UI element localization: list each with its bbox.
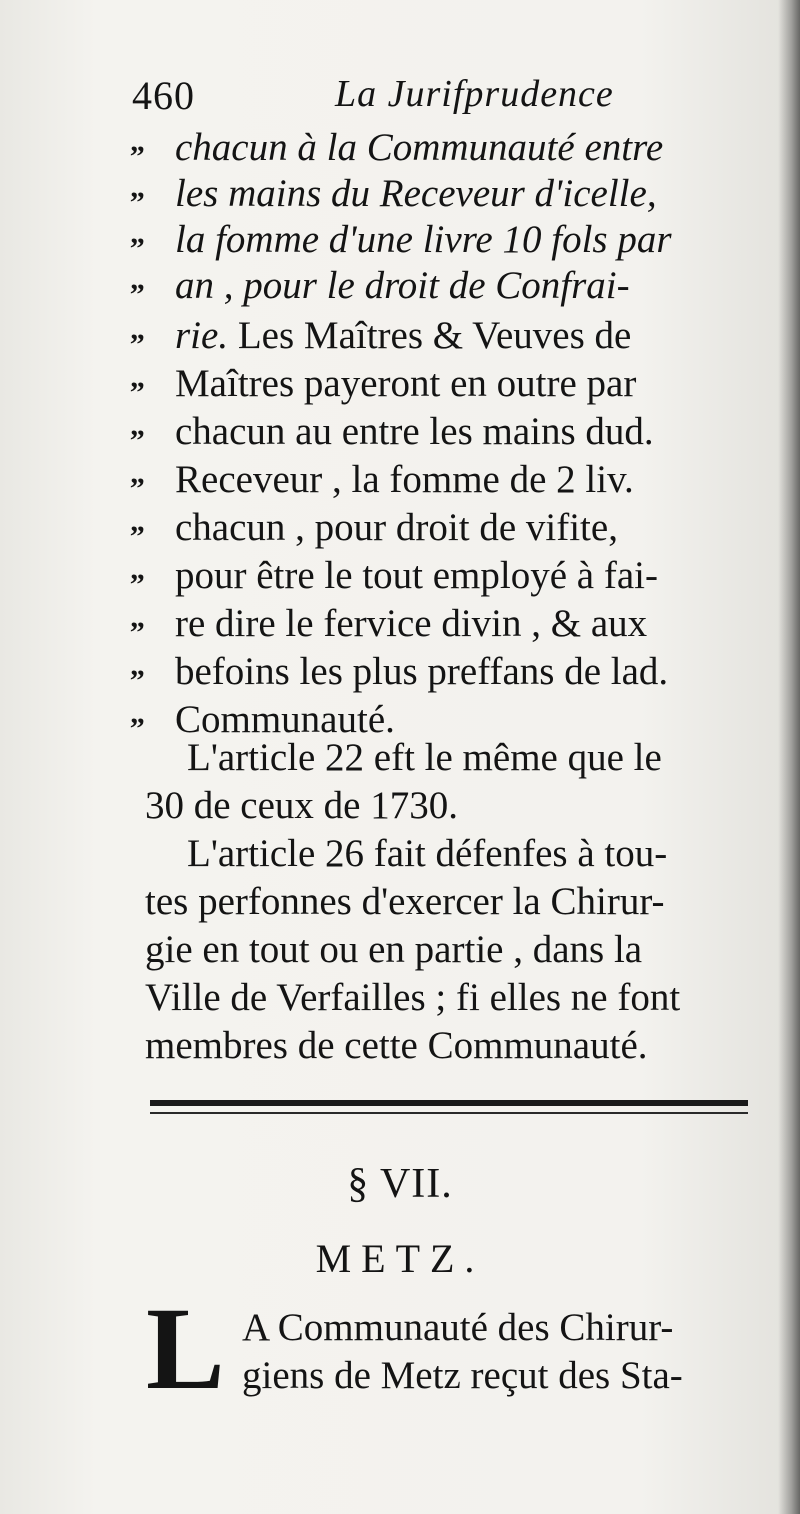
drop-cap: L	[146, 1283, 225, 1414]
paragraph-line: giens de Metz reçut des Sta-	[242, 1354, 683, 1397]
running-head: La Jurifprudence	[335, 73, 614, 115]
place-heading: METZ.	[315, 1236, 485, 1281]
paragraph-line: 30 de ceux de 1730.	[145, 784, 458, 827]
paragraph-line: tes perfonnes d'exercer la Chirur-	[145, 880, 665, 923]
paragraph-line: A Communauté des Chirur-	[242, 1306, 674, 1349]
paragraph-line: Ville de Verfailles ; fi elles ne font	[145, 976, 681, 1019]
page-edge-shadow	[778, 0, 800, 1514]
book-page: 460 La Jurifprudence „ chacun à la Communauté entre „ les mains du Receveur d'icelle, „ la fomme d'une livre 10 fols par „ an , pour le droit de Confrai- „ rie. Les Maîtres & Veuves de „ Maîtres payeront en outre par „ chacun au entre les mains dud. „ Receveur , la fomme de 2 liv. „ chacun , pour droit de vifite, „ pour être le tout employé à fai- „ re dire le fervice divin , & aux „ befoins les plus preffans de lad. „ Communauté. L'article 22 eft le même que le 30 de ceux de 1730. L'article 26 fait défenfes à tou- tes perfonnes d'exercer la Chirur- gie en tout ou en partie , dans la Ville de Verfailles ; fi elles ne font membres de cette Communauté. § VII. METZ. L A Communauté des Chirur- giens de Metz reçut des Sta-	[0, 0, 800, 1514]
paragraph-line: L'article 26 fait défenfes à tou-	[187, 832, 668, 875]
paragraph-line: membres de cette Communauté.	[145, 1024, 648, 1067]
paragraph-line: L'article 22 eft le même que le	[187, 736, 662, 779]
page-number: 460	[132, 73, 195, 118]
section-title: § VII.	[347, 1161, 453, 1207]
section-rule-thin	[150, 1112, 748, 1114]
section-rule-thick	[150, 1100, 748, 1106]
paragraph-line: gie en tout ou en partie , dans la	[145, 928, 643, 971]
page-header	[120, 70, 640, 120]
